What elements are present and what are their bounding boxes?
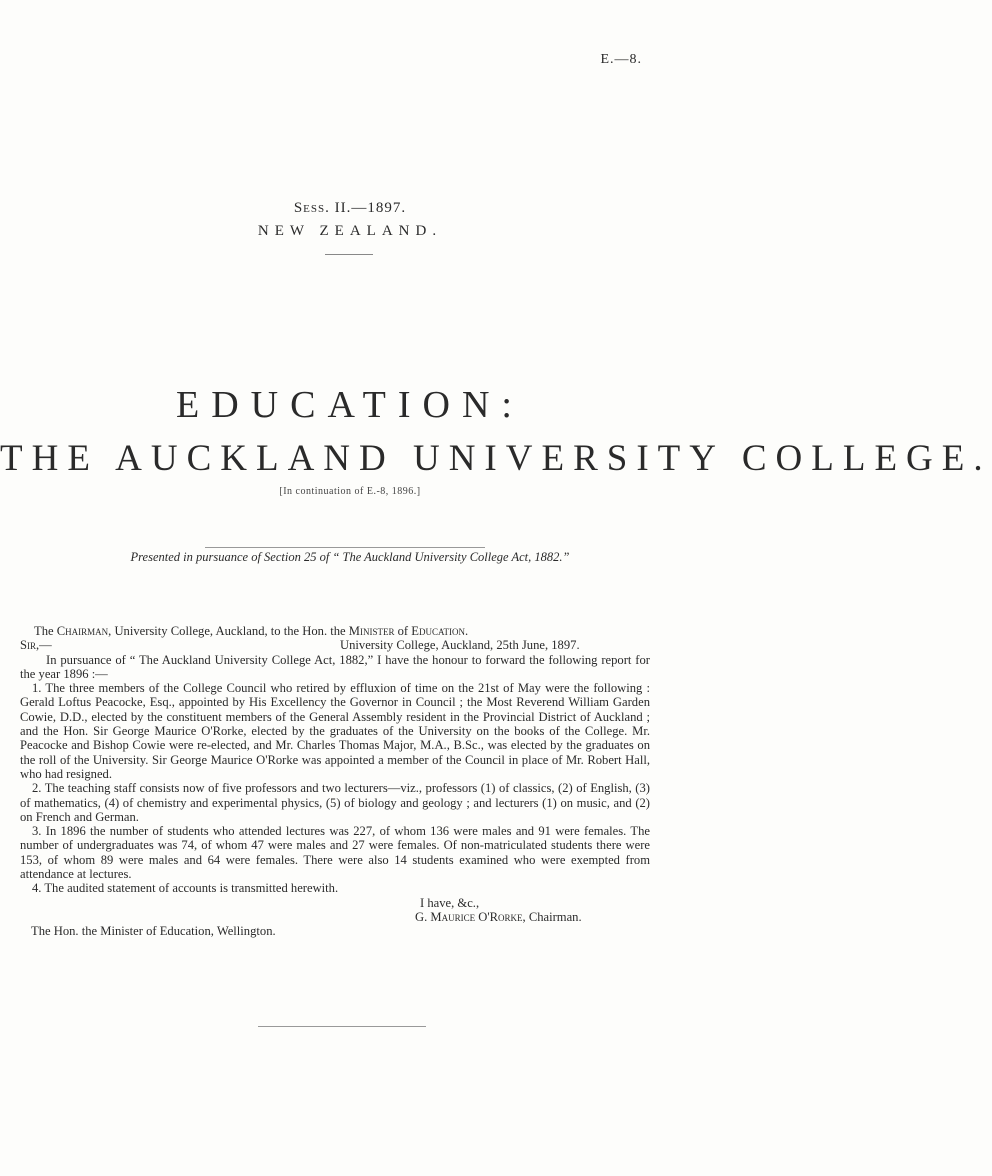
- divider-presented: [205, 547, 485, 548]
- country-heading: NEW ZEALAND.: [257, 223, 443, 239]
- divider-short: [325, 254, 373, 255]
- session-line: [0, 200, 700, 217]
- title-college: THE AUCKLAND UNIVERSITY COLLEGE.: [0, 438, 992, 479]
- opening-paragraph: In pursuance of “ The Auckland University College Act, 1882,” I have the honour to forward the following report for the year 1896 :—: [20, 652, 650, 681]
- salutation: Sir,—: [20, 638, 52, 653]
- paragraph-1: 1. The three members of the College Council who retired by effluxion of time on the 21st of May were the following : Gerald Loftus Peacocke, Esq., appointed by His Excellency the Governor in Council ; the Most Reverend William Garden Cowie, D.D., elected by the constituent members of the General Assembly resident in the Provincial District of Auckland ; and the Hon. Sir George Maurice O'Rorke, elected by the graduates of the University on the books of the College. Mr. Peacocke and Bishop Cowie were re-elected, and Mr. Charles Thomas Major, M.A., B.Sc., was elected by the graduates on the roll of the University. Sir George Maurice O'Rorke was appointed a member of the Council in place of Mr. Robert Hall, who had resigned.: [20, 681, 650, 781]
- continuation-note: [In continuation of E.-8, 1896.]: [279, 486, 421, 497]
- closing: I have, &c.,: [420, 895, 480, 910]
- title-education: EDUCATION:: [176, 384, 524, 426]
- session-value: II.—1897.: [334, 200, 407, 216]
- place-date: University College, Auckland, 25th June, 1897.: [340, 638, 580, 653]
- presented-note: Presented in pursuance of Section 25 of “ The Auckland University College Act, 1882.”: [130, 550, 570, 564]
- document-reference: E.—8.: [600, 52, 642, 67]
- session-label: Sess.: [293, 200, 330, 216]
- paragraph-4: 4. The audited statement of accounts is transmitted herewith.: [32, 881, 339, 896]
- letter-body: [20, 624, 650, 939]
- paragraph-3: 3. In 1896 the number of students who attended lectures was 227, of whom 136 were males and 91 were females. The number of undergraduates was 74, of whom 47 were males and 27 were females. Of non-matriculated students there were 153, of whom 89 were males and 64 were females. There were also 14 students examined who were exempted from attendance at lectures.: [20, 824, 650, 882]
- paragraph-2: 2. The teaching staff consists now of five professors and two lecturers—viz., professors (1) of classics, (2) of English, (3) of mathematics, (4) of chemistry and experimental physics, (5) of biology and geology ; and lecturers (1) on music, and (2) on French and German.: [20, 781, 650, 824]
- salutation-row: [20, 638, 650, 652]
- signature: G. Maurice O'Rorke, Chairman.: [415, 909, 582, 924]
- divider-end: [258, 1026, 426, 1027]
- letter-address: The Chairman, University College, Auckland, to the Hon. the Minister of Education.: [34, 624, 469, 638]
- recipient: The Hon. the Minister of Education, Wellington.: [31, 924, 276, 939]
